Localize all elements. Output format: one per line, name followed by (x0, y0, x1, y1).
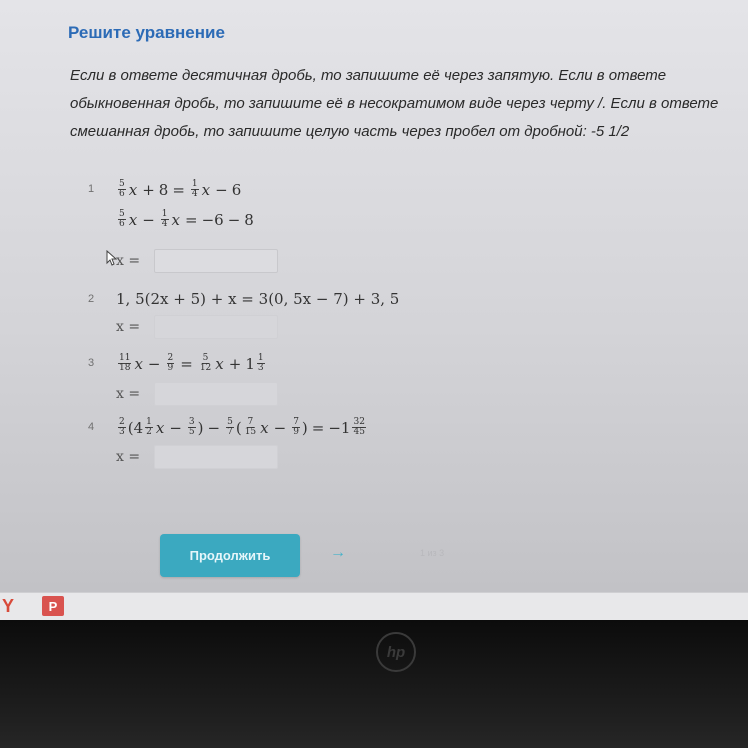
task-3-answer (116, 382, 278, 406)
fraction: $\frac{5}{6}$ (119, 209, 125, 229)
task-1-answer (116, 249, 278, 273)
answer-input-4[interactable] (154, 445, 278, 469)
fraction: $\frac{1}{3}$ (257, 353, 264, 373)
continue-button[interactable]: Продолжить (160, 534, 300, 577)
fraction: $\frac{2}{9}$ (167, 353, 174, 373)
fraction: $\frac{32}{45}$ (353, 417, 365, 437)
task-4-equation: $\frac{2}{3}$ ( 4 $\frac{1}{2}$ x − $\frac{3}{5}$ ) − $\frac{5}{7}$ ( $\frac{7}{15}$ x − $\frac{7}{9}$ ) = −1 $\frac{32}{45}$ (119, 417, 365, 437)
fraction: $\frac{2}{3}$ (119, 417, 125, 437)
taskbar (0, 592, 748, 621)
task-number: 4 (88, 421, 95, 433)
answer-label: x = (116, 386, 141, 402)
answer-input-2[interactable] (154, 315, 278, 339)
task-3-equation: $\frac{11}{18}$ x − $\frac{2}{9}$ = $\frac{5}{12}$ x + 1 $\frac{1}{3}$ (119, 353, 264, 373)
instruction-text: Если в ответе десятичная дробь, то запишите её через запятую. Если в ответе обыкновенная дробь, то запишите её в несократимом виде через черту /. Если в ответе смешанная дробь, то запишите целую часть через пробел от дробной: -5 1/2 (70, 67, 719, 140)
yandex-icon[interactable]: Y (2, 596, 15, 616)
task-number: 2 (88, 293, 95, 305)
answer-label: x = (116, 449, 141, 465)
answer-input-1[interactable] (154, 249, 278, 273)
powerpoint-icon[interactable]: P (42, 596, 64, 616)
task-2-equation: 1, 5(2x + 5) + x = 3(0, 5x − 7) + 3, 5 (116, 290, 400, 308)
fraction: $\frac{11}{18}$ (119, 353, 131, 373)
fraction: $\frac{1}{4}$ (191, 179, 198, 199)
answer-label: x = (116, 319, 141, 335)
hp-logo: hp (376, 632, 416, 672)
fraction: $\frac{5}{12}$ (199, 353, 212, 373)
task-1-step: $\frac{5}{6}$ x − $\frac{1}{4}$ x = −6 − 8 (119, 209, 254, 229)
fraction: $\frac{3}{5}$ (188, 417, 195, 437)
fraction: $\frac{1}{2}$ (146, 417, 152, 437)
task-4-answer (116, 445, 278, 469)
page-title: Решите уравнение (68, 23, 225, 42)
answer-input-3[interactable] (154, 382, 278, 406)
fraction: $\frac{7}{15}$ (244, 417, 257, 437)
answer-label: x = (116, 253, 141, 269)
fraction: $\frac{5}{6}$ (119, 179, 125, 199)
task-2-answer (116, 315, 278, 339)
task-1-equation: $\frac{5}{6}$ x + 8 = $\frac{1}{4}$ x − 6 (119, 179, 242, 199)
fraction: $\frac{5}{7}$ (227, 417, 233, 437)
laptop-bezel (0, 620, 748, 748)
fraction: $\frac{7}{9}$ (293, 417, 299, 437)
task-number: 3 (88, 357, 95, 369)
task-number: 1 (88, 183, 95, 195)
mouse-cursor-icon (106, 250, 120, 266)
pager-text: 1 из 3 (420, 548, 445, 558)
next-arrow-icon[interactable]: → (330, 544, 346, 561)
fraction: $\frac{1}{4}$ (161, 209, 168, 229)
